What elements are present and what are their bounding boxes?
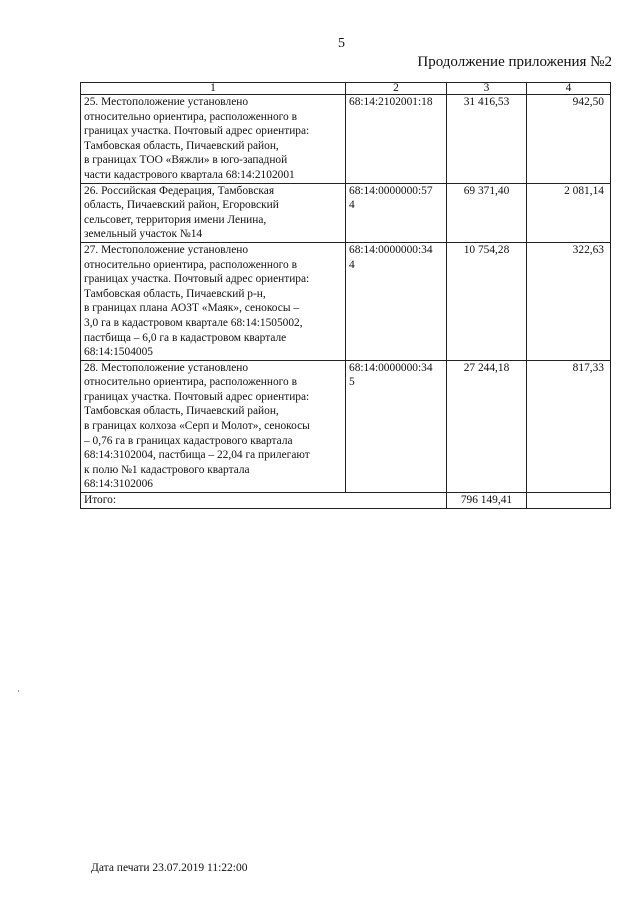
total-area: 796 149,41 (447, 493, 527, 509)
plot-value: 2 081,14 (527, 183, 611, 242)
plot-value: 322,63 (527, 242, 611, 360)
print-date: Дата печати 23.07.2019 11:22:00 (91, 862, 248, 874)
plot-description: 25. Местоположение установлено относительно ориентира, расположенного в границах участка. Почтовый адрес ориентира: Тамбовская область, Пичаевский район, в границах ТОО «Вяжли» в юго-западной части кадастрового квартала 68:14:2102001 (81, 95, 346, 184)
column-header-4: 4 (527, 83, 611, 95)
table-row (81, 95, 611, 184)
table-row (81, 360, 611, 492)
cadastral-number: 68:14:0000000:34 5 (346, 360, 447, 492)
plot-area: 27 244,18 (447, 360, 527, 492)
continuation-title: Продолжение приложения №2 (417, 54, 612, 70)
plot-area: 10 754,28 (447, 242, 527, 360)
total-label: Итого: (81, 493, 447, 509)
column-header-3: 3 (447, 83, 527, 95)
plot-description: 27. Местоположение установлено относительно ориентира, расположенного в границах участка. Почтовый адрес ориентира: Тамбовская область, Пичаевский р-н, в границах плана АОЗТ «Маяк», сенокосы – 3,0 га в кадастровом квартале 68:14:1505002, пастбища – 6,0 га в кадастровом квартале 68:14:1504005 (81, 242, 346, 360)
page-number: 5 (338, 36, 345, 51)
column-header-1: 1 (81, 83, 346, 95)
plot-description: 26. Российская Федерация, Тамбовская область, Пичаевский район, Егоровский сельсовет, территория имени Ленина, земельный участок №14 (81, 183, 346, 242)
table-row (81, 183, 611, 242)
land-plots-table (80, 82, 611, 509)
cadastral-number: 68:14:2102001:18 (346, 95, 447, 184)
plot-value: 942,50 (527, 95, 611, 184)
total-value (527, 493, 611, 509)
total-row (81, 493, 611, 509)
plot-area: 69 371,40 (447, 183, 527, 242)
cadastral-number: 68:14:0000000:34 4 (346, 242, 447, 360)
column-header-2: 2 (346, 83, 447, 95)
plot-area: 31 416,53 (447, 95, 527, 184)
table-header-row (81, 83, 611, 95)
plot-value: 817,33 (527, 360, 611, 492)
cadastral-number: 68:14:0000000:57 4 (346, 183, 447, 242)
table-row (81, 242, 611, 360)
plot-description: 28. Местоположение установлено относительно ориентира, расположенного в границах участка. Почтовый адрес ориентира: Тамбовская область, Пичаевский район, в границах колхоза «Серп и Молот», сенокосы – 0,76 га в границах кадастрового квартала 68:14:3102004, пастбища – 22,04 га прилегают к полю №1 кадастрового квартала 68:14:3102006 (81, 360, 346, 492)
scan-speck (18, 690, 19, 692)
